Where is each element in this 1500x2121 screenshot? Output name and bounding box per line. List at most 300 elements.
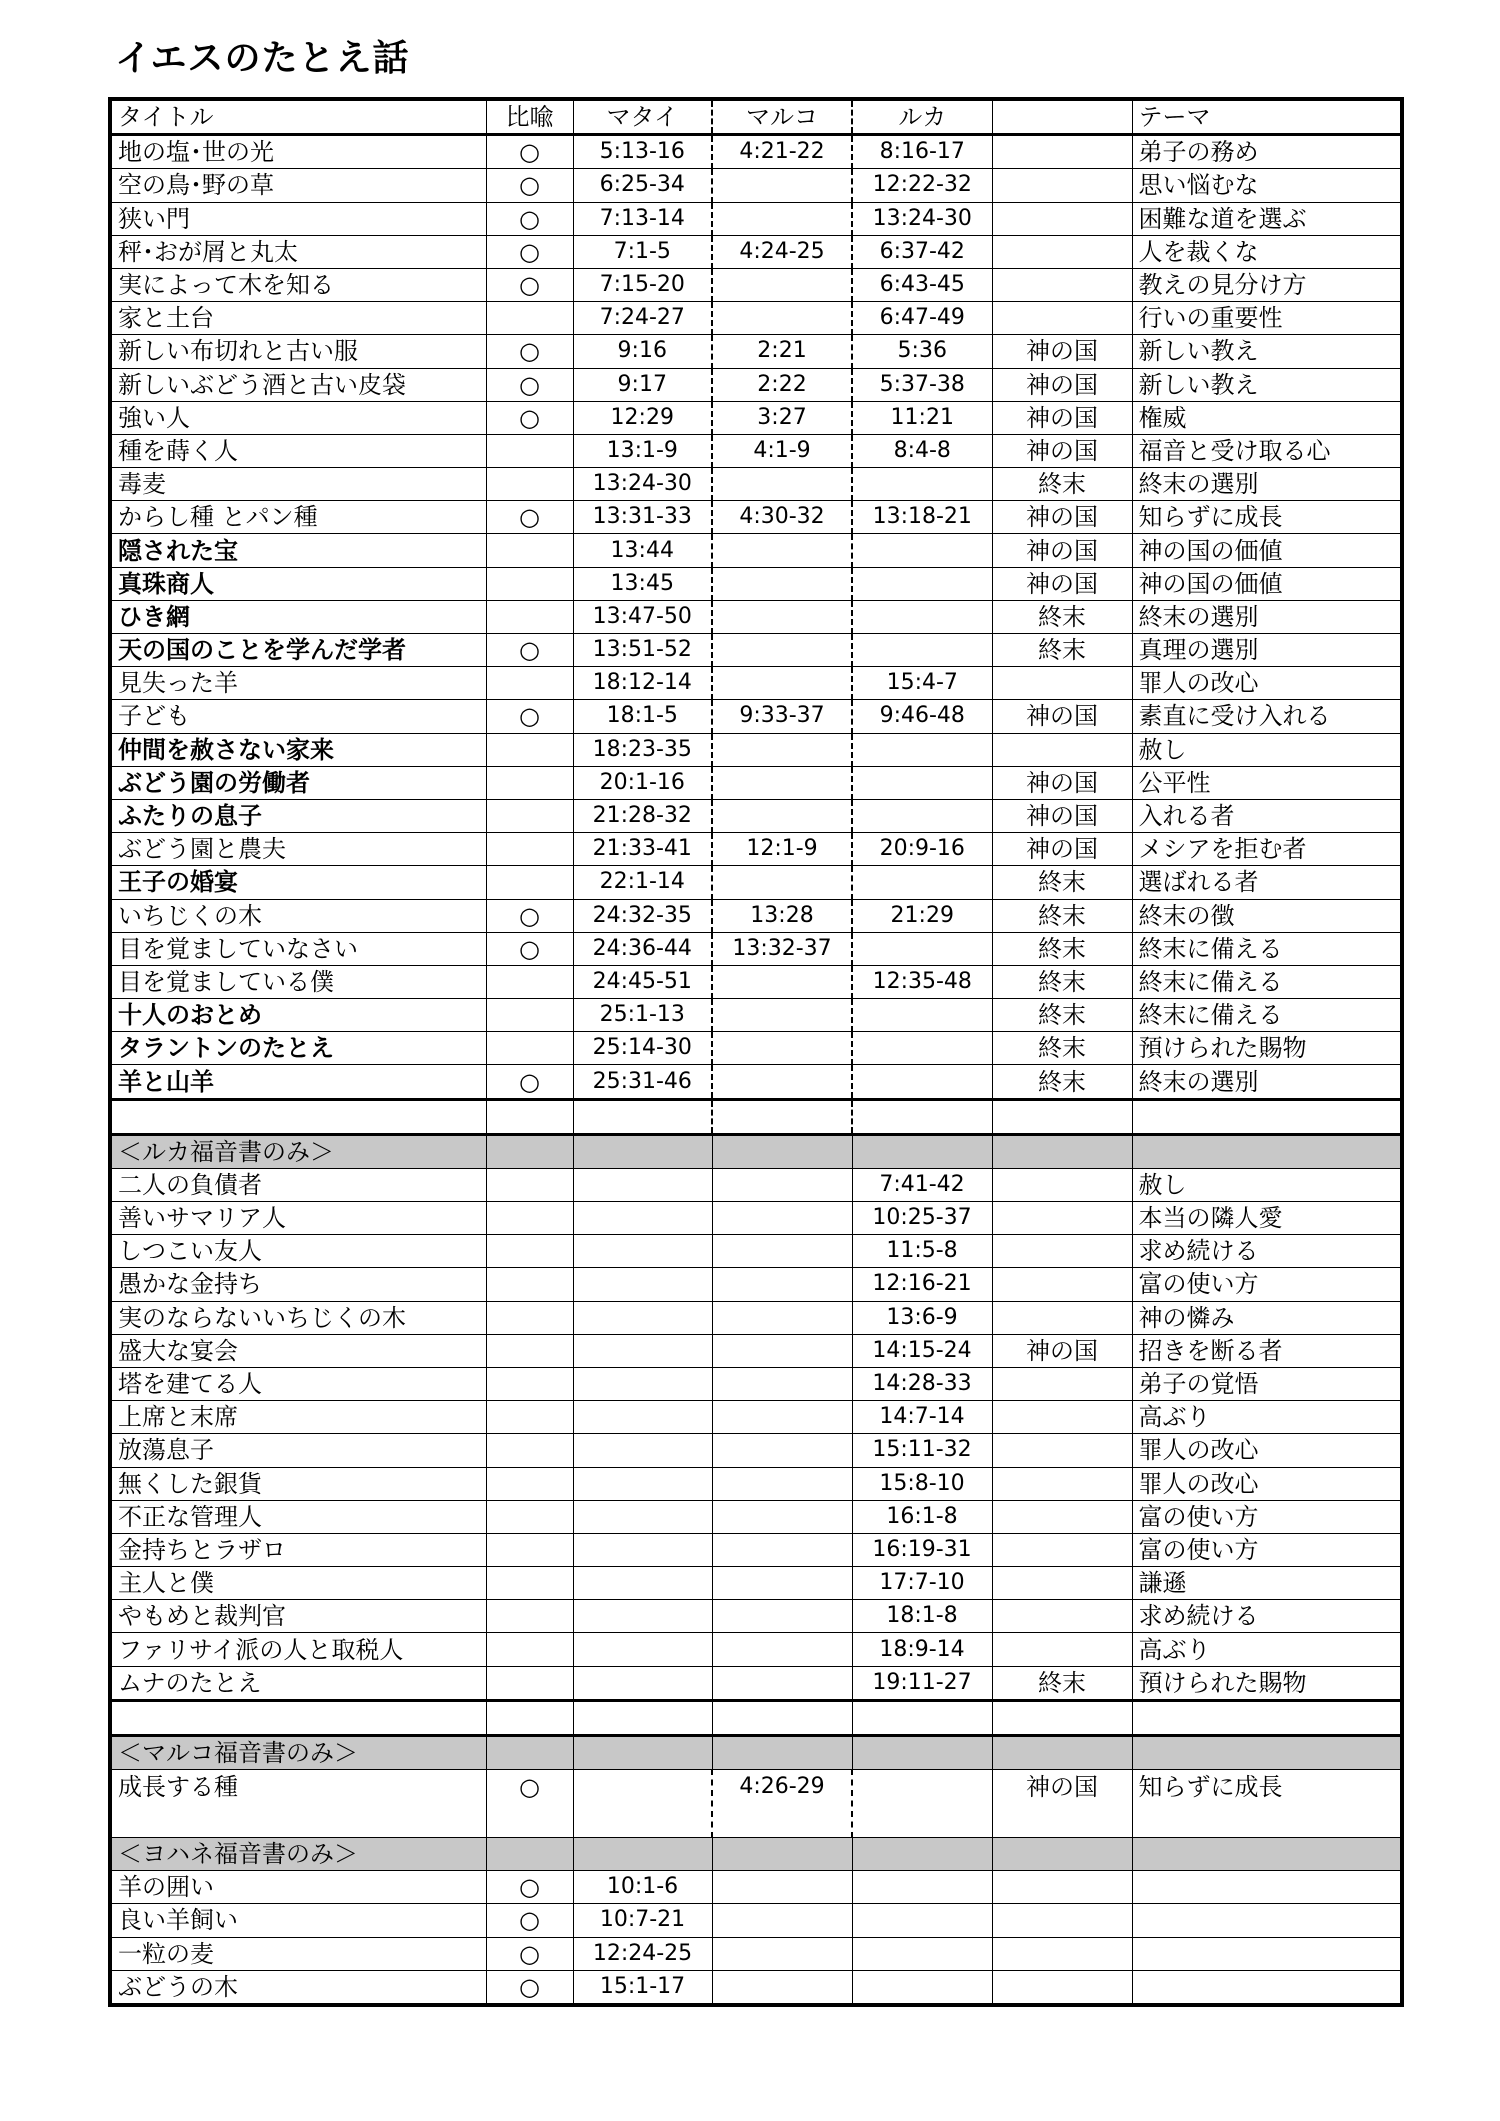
mark-ref: 2:21 bbox=[712, 335, 852, 368]
theme-label: 富の使い方 bbox=[1132, 1500, 1402, 1533]
mark-ref bbox=[712, 1367, 852, 1400]
table-row bbox=[110, 501, 1402, 534]
parable-title: いちじくの木 bbox=[110, 899, 486, 932]
section-heading-filler bbox=[573, 1134, 712, 1168]
theme-label: 選ばれる者 bbox=[1132, 866, 1402, 899]
table-row bbox=[110, 700, 1402, 733]
parable-title: 金持ちとラザロ bbox=[110, 1533, 486, 1566]
mark-ref: 4:26-29 bbox=[712, 1770, 852, 1838]
category-label: 終末 bbox=[992, 1032, 1132, 1065]
table-row bbox=[110, 335, 1402, 368]
section-heading-filler bbox=[1132, 1838, 1402, 1871]
parable-title: 塔を建てる人 bbox=[110, 1367, 486, 1400]
header-hiyu: 比喩 bbox=[486, 99, 573, 135]
hiyu-mark bbox=[486, 600, 573, 633]
category-label: 終末 bbox=[992, 965, 1132, 998]
theme-label: 知らずに成長 bbox=[1132, 501, 1402, 534]
category-label bbox=[992, 1434, 1132, 1467]
matthew-ref: 9:17 bbox=[573, 368, 712, 401]
matthew-ref: 21:33-41 bbox=[573, 833, 712, 866]
category-label: 神の国 bbox=[992, 567, 1132, 600]
mark-ref bbox=[712, 1434, 852, 1467]
mark-ref bbox=[712, 999, 852, 1032]
hiyu-mark bbox=[486, 1168, 573, 1201]
hiyu-mark bbox=[486, 833, 573, 866]
theme-label: 謙遜 bbox=[1132, 1567, 1402, 1600]
table-row bbox=[110, 1970, 1402, 2005]
matthew-ref: 13:31-33 bbox=[573, 501, 712, 534]
category-label: 神の国 bbox=[992, 434, 1132, 467]
category-label: 終末 bbox=[992, 866, 1132, 899]
category-label bbox=[992, 169, 1132, 202]
section-heading-row bbox=[110, 1735, 1402, 1769]
matthew-ref bbox=[573, 1500, 712, 1533]
parable-title: 実によって木を知る bbox=[110, 268, 486, 301]
hiyu-mark: ○ bbox=[486, 501, 573, 534]
parable-title: 二人の負債者 bbox=[110, 1168, 486, 1201]
theme-label: 素直に受け入れる bbox=[1132, 700, 1402, 733]
empty-cell bbox=[992, 1904, 1132, 1937]
parable-title: 新しいぶどう酒と古い皮袋 bbox=[110, 368, 486, 401]
luke-ref bbox=[852, 766, 992, 799]
blank-cell bbox=[110, 1099, 486, 1134]
matthew-ref: 20:1-16 bbox=[573, 766, 712, 799]
mark-ref bbox=[712, 733, 852, 766]
hiyu-mark bbox=[486, 302, 573, 335]
parable-title: ぶどう園の労働者 bbox=[110, 766, 486, 799]
table-row bbox=[110, 434, 1402, 467]
mark-ref bbox=[712, 965, 852, 998]
section-heading-filler bbox=[852, 1735, 992, 1769]
matthew-ref bbox=[573, 1533, 712, 1566]
category-label: 終末 bbox=[992, 1666, 1132, 1700]
hiyu-mark bbox=[486, 468, 573, 501]
section-heading-filler bbox=[486, 1838, 573, 1871]
parable-title: 羊と山羊 bbox=[110, 1065, 486, 1099]
section-heading-filler bbox=[852, 1838, 992, 1871]
luke-ref: 12:22-32 bbox=[852, 169, 992, 202]
matthew-ref bbox=[573, 1770, 712, 1838]
luke-ref: 6:47-49 bbox=[852, 302, 992, 335]
empty-cell bbox=[1132, 1970, 1402, 2005]
hiyu-mark: ○ bbox=[486, 202, 573, 235]
matthew-ref bbox=[573, 1467, 712, 1500]
section-heading-filler bbox=[712, 1134, 852, 1168]
mark-ref bbox=[712, 1666, 852, 1700]
category-label: 神の国 bbox=[992, 1334, 1132, 1367]
theme-label: 終末の選別 bbox=[1132, 468, 1402, 501]
matthew-ref bbox=[573, 1334, 712, 1367]
theme-label: 思い悩むな bbox=[1132, 169, 1402, 202]
section-heading-filler bbox=[1132, 1735, 1402, 1769]
mark-ref bbox=[712, 1600, 852, 1633]
mark-ref bbox=[712, 799, 852, 832]
table-row bbox=[110, 965, 1402, 998]
category-label bbox=[992, 1467, 1132, 1500]
mark-ref: 2:22 bbox=[712, 368, 852, 401]
matthew-ref: 24:36-44 bbox=[573, 932, 712, 965]
mark-ref bbox=[712, 1334, 852, 1367]
luke-ref: 16:19-31 bbox=[852, 1533, 992, 1566]
blank-cell bbox=[712, 1700, 852, 1735]
section-heading-filler bbox=[852, 1134, 992, 1168]
parable-title: しつこい友人 bbox=[110, 1235, 486, 1268]
john-ref: 15:1-17 bbox=[573, 1970, 712, 2005]
section-heading-row bbox=[110, 1134, 1402, 1168]
luke-ref: 16:1-8 bbox=[852, 1500, 992, 1533]
luke-ref bbox=[852, 534, 992, 567]
empty-cell bbox=[712, 1970, 852, 2005]
empty-cell bbox=[1132, 1937, 1402, 1970]
table-row bbox=[110, 1567, 1402, 1600]
hiyu-mark bbox=[486, 567, 573, 600]
theme-label: 高ぶり bbox=[1132, 1633, 1402, 1666]
parable-title: ファリサイ派の人と取税人 bbox=[110, 1633, 486, 1666]
matthew-ref: 7:15-20 bbox=[573, 268, 712, 301]
matthew-ref bbox=[573, 1367, 712, 1400]
theme-label: 公平性 bbox=[1132, 766, 1402, 799]
matthew-ref bbox=[573, 1268, 712, 1301]
parable-title: タラントンのたとえ bbox=[110, 1032, 486, 1065]
luke-ref: 17:7-10 bbox=[852, 1567, 992, 1600]
parable-title: 真珠商人 bbox=[110, 567, 486, 600]
mark-ref bbox=[712, 1202, 852, 1235]
theme-label: 赦し bbox=[1132, 733, 1402, 766]
luke-ref bbox=[852, 567, 992, 600]
hiyu-mark bbox=[486, 1533, 573, 1566]
theme-label: 罪人の改心 bbox=[1132, 667, 1402, 700]
header-matthew: マタイ bbox=[573, 99, 712, 135]
luke-ref: 15:4-7 bbox=[852, 667, 992, 700]
theme-label: 罪人の改心 bbox=[1132, 1434, 1402, 1467]
blank-cell bbox=[486, 1700, 573, 1735]
parable-title: 天の国のことを学んだ学者 bbox=[110, 634, 486, 667]
theme-label: 入れる者 bbox=[1132, 799, 1402, 832]
category-label: 神の国 bbox=[992, 501, 1132, 534]
mark-ref bbox=[712, 634, 852, 667]
table-row bbox=[110, 833, 1402, 866]
luke-ref: 12:16-21 bbox=[852, 1268, 992, 1301]
mark-ref bbox=[712, 766, 852, 799]
luke-ref bbox=[852, 866, 992, 899]
section-heading-filler bbox=[573, 1735, 712, 1769]
blank-cell bbox=[712, 1099, 852, 1134]
matthew-ref: 13:24-30 bbox=[573, 468, 712, 501]
category-label: 神の国 bbox=[992, 766, 1132, 799]
parable-title: 羊の囲い bbox=[110, 1871, 486, 1904]
hiyu-mark bbox=[486, 1367, 573, 1400]
parable-title: 新しい布切れと古い服 bbox=[110, 335, 486, 368]
theme-label: 神の憐み bbox=[1132, 1301, 1402, 1334]
matthew-ref: 25:14-30 bbox=[573, 1032, 712, 1065]
header-theme: テーマ bbox=[1132, 99, 1402, 135]
luke-ref: 8:16-17 bbox=[852, 135, 992, 169]
category-label: 終末 bbox=[992, 634, 1132, 667]
theme-label: 終末の選別 bbox=[1132, 600, 1402, 633]
luke-ref: 9:46-48 bbox=[852, 700, 992, 733]
parable-title: 不正な管理人 bbox=[110, 1500, 486, 1533]
parable-title: 毒麦 bbox=[110, 468, 486, 501]
category-label bbox=[992, 1268, 1132, 1301]
parable-title: ふたりの息子 bbox=[110, 799, 486, 832]
luke-ref: 5:36 bbox=[852, 335, 992, 368]
theme-label: 高ぶり bbox=[1132, 1401, 1402, 1434]
section-heading: ＜ルカ福音書のみ＞ bbox=[110, 1134, 486, 1168]
luke-ref: 6:43-45 bbox=[852, 268, 992, 301]
empty-cell bbox=[712, 1937, 852, 1970]
blank-cell bbox=[992, 1099, 1132, 1134]
blank-row bbox=[110, 1700, 1402, 1735]
table-row bbox=[110, 235, 1402, 268]
john-ref: 12:24-25 bbox=[573, 1937, 712, 1970]
hiyu-mark: ○ bbox=[486, 1904, 573, 1937]
matthew-ref: 12:29 bbox=[573, 401, 712, 434]
theme-label: 新しい教え bbox=[1132, 335, 1402, 368]
theme-label: 招きを断る者 bbox=[1132, 1334, 1402, 1367]
theme-label: 富の使い方 bbox=[1132, 1533, 1402, 1566]
theme-label: 弟子の務め bbox=[1132, 135, 1402, 169]
hiyu-mark bbox=[486, 667, 573, 700]
hiyu-mark bbox=[486, 1467, 573, 1500]
table-row bbox=[110, 1401, 1402, 1434]
blank-cell bbox=[573, 1700, 712, 1735]
matthew-ref: 7:13-14 bbox=[573, 202, 712, 235]
section-heading-filler bbox=[712, 1838, 852, 1871]
theme-label: 終末に備える bbox=[1132, 932, 1402, 965]
matthew-ref: 13:44 bbox=[573, 534, 712, 567]
mark-ref: 4:21-22 bbox=[712, 135, 852, 169]
luke-ref: 18:9-14 bbox=[852, 1633, 992, 1666]
hiyu-mark bbox=[486, 733, 573, 766]
matthew-ref bbox=[573, 1633, 712, 1666]
theme-label: メシアを拒む者 bbox=[1132, 833, 1402, 866]
john-ref: 10:7-21 bbox=[573, 1904, 712, 1937]
table-row bbox=[110, 401, 1402, 434]
matthew-ref bbox=[573, 1168, 712, 1201]
luke-ref: 14:28-33 bbox=[852, 1367, 992, 1400]
hiyu-mark: ○ bbox=[486, 899, 573, 932]
category-label bbox=[992, 268, 1132, 301]
luke-ref: 19:11-27 bbox=[852, 1666, 992, 1700]
luke-ref: 14:7-14 bbox=[852, 1401, 992, 1434]
category-label bbox=[992, 1401, 1132, 1434]
hiyu-mark bbox=[486, 1401, 573, 1434]
category-label: 終末 bbox=[992, 899, 1132, 932]
theme-label: 求め続ける bbox=[1132, 1600, 1402, 1633]
matthew-ref: 25:1-13 bbox=[573, 999, 712, 1032]
luke-ref: 13:6-9 bbox=[852, 1301, 992, 1334]
parable-title: 無くした銀貨 bbox=[110, 1467, 486, 1500]
theme-label: 人を裁くな bbox=[1132, 235, 1402, 268]
theme-label: 終末に備える bbox=[1132, 999, 1402, 1032]
table-row bbox=[110, 1202, 1402, 1235]
table-row bbox=[110, 866, 1402, 899]
luke-ref bbox=[852, 468, 992, 501]
mark-ref bbox=[712, 1268, 852, 1301]
category-label bbox=[992, 202, 1132, 235]
hiyu-mark: ○ bbox=[486, 368, 573, 401]
hiyu-mark bbox=[486, 1202, 573, 1235]
category-label: 神の国 bbox=[992, 335, 1132, 368]
section-heading-filler bbox=[992, 1735, 1132, 1769]
hiyu-mark bbox=[486, 999, 573, 1032]
table-row bbox=[110, 534, 1402, 567]
table-row bbox=[110, 1168, 1402, 1201]
hiyu-mark bbox=[486, 1268, 573, 1301]
parable-title: 子ども bbox=[110, 700, 486, 733]
table-row bbox=[110, 733, 1402, 766]
theme-label: 知らずに成長 bbox=[1132, 1770, 1402, 1838]
page-title: イエスのたとえ話 bbox=[115, 38, 410, 79]
category-label: 神の国 bbox=[992, 534, 1132, 567]
parable-title: からし種 とパン種 bbox=[110, 501, 486, 534]
empty-cell bbox=[1132, 1904, 1402, 1937]
matthew-ref: 18:1-5 bbox=[573, 700, 712, 733]
empty-cell bbox=[712, 1871, 852, 1904]
mark-ref: 12:1-9 bbox=[712, 833, 852, 866]
matthew-ref: 9:16 bbox=[573, 335, 712, 368]
category-label: 神の国 bbox=[992, 1770, 1132, 1838]
mark-ref bbox=[712, 468, 852, 501]
blank-cell bbox=[110, 1700, 486, 1735]
mark-ref bbox=[712, 534, 852, 567]
table-row bbox=[110, 1871, 1402, 1904]
matthew-ref: 6:25-34 bbox=[573, 169, 712, 202]
theme-label: 赦し bbox=[1132, 1168, 1402, 1201]
parable-title: 強い人 bbox=[110, 401, 486, 434]
hiyu-mark: ○ bbox=[486, 1970, 573, 2005]
section-heading-row bbox=[110, 1838, 1402, 1871]
empty-cell bbox=[852, 1937, 992, 1970]
hiyu-mark bbox=[486, 534, 573, 567]
hiyu-mark bbox=[486, 1633, 573, 1666]
mark-ref: 4:30-32 bbox=[712, 501, 852, 534]
mark-ref bbox=[712, 302, 852, 335]
hiyu-mark: ○ bbox=[486, 1065, 573, 1099]
matthew-ref bbox=[573, 1301, 712, 1334]
parable-title: 家と土台 bbox=[110, 302, 486, 335]
luke-ref: 11:21 bbox=[852, 401, 992, 434]
table-row bbox=[110, 932, 1402, 965]
theme-label: 終末に備える bbox=[1132, 965, 1402, 998]
section-heading-filler bbox=[992, 1838, 1132, 1871]
theme-label: 神の国の価値 bbox=[1132, 567, 1402, 600]
parable-title: 地の塩･世の光 bbox=[110, 135, 486, 169]
blank-cell bbox=[992, 1700, 1132, 1735]
parable-title: 成長する種 bbox=[110, 1770, 486, 1838]
hiyu-mark bbox=[486, 1434, 573, 1467]
matthew-ref bbox=[573, 1600, 712, 1633]
table-row bbox=[110, 169, 1402, 202]
category-label bbox=[992, 733, 1132, 766]
parable-title: 上席と末席 bbox=[110, 1401, 486, 1434]
matthew-ref: 13:45 bbox=[573, 567, 712, 600]
blank-cell bbox=[486, 1099, 573, 1134]
table-row bbox=[110, 899, 1402, 932]
hiyu-mark bbox=[486, 766, 573, 799]
table-row bbox=[110, 1032, 1402, 1065]
matthew-ref: 5:13-16 bbox=[573, 135, 712, 169]
luke-ref: 10:25-37 bbox=[852, 1202, 992, 1235]
matthew-ref: 7:24-27 bbox=[573, 302, 712, 335]
mark-ref bbox=[712, 1533, 852, 1566]
luke-ref: 20:9-16 bbox=[852, 833, 992, 866]
john-ref: 10:1-6 bbox=[573, 1871, 712, 1904]
mark-ref: 9:33-37 bbox=[712, 700, 852, 733]
header-category bbox=[992, 99, 1132, 135]
theme-label: 真理の選別 bbox=[1132, 634, 1402, 667]
theme-label: 預けられた賜物 bbox=[1132, 1032, 1402, 1065]
table-row bbox=[110, 766, 1402, 799]
category-label bbox=[992, 1168, 1132, 1201]
parable-title: 狭い門 bbox=[110, 202, 486, 235]
category-label bbox=[992, 235, 1132, 268]
section-heading: ＜ヨハネ福音書のみ＞ bbox=[110, 1838, 486, 1871]
hiyu-mark: ○ bbox=[486, 1770, 573, 1838]
category-label: 終末 bbox=[992, 468, 1132, 501]
luke-ref bbox=[852, 600, 992, 633]
mark-ref bbox=[712, 268, 852, 301]
luke-ref bbox=[852, 1065, 992, 1099]
parable-title: 仲間を赦さない家来 bbox=[110, 733, 486, 766]
matthew-ref: 21:28-32 bbox=[573, 799, 712, 832]
blank-cell bbox=[1132, 1700, 1402, 1735]
table-row bbox=[110, 567, 1402, 600]
hiyu-mark: ○ bbox=[486, 1937, 573, 1970]
table-row bbox=[110, 1904, 1402, 1937]
table-row bbox=[110, 1235, 1402, 1268]
table-row bbox=[110, 302, 1402, 335]
theme-label: 新しい教え bbox=[1132, 368, 1402, 401]
header-title: タイトル bbox=[110, 99, 486, 135]
table-row bbox=[110, 1666, 1402, 1700]
hiyu-mark: ○ bbox=[486, 932, 573, 965]
luke-ref bbox=[852, 999, 992, 1032]
theme-label: 富の使い方 bbox=[1132, 1268, 1402, 1301]
table-row bbox=[110, 1065, 1402, 1099]
parable-title: 善いサマリア人 bbox=[110, 1202, 486, 1235]
category-label bbox=[992, 1567, 1132, 1600]
theme-label: 終末の選別 bbox=[1132, 1065, 1402, 1099]
hiyu-mark bbox=[486, 965, 573, 998]
matthew-ref bbox=[573, 1434, 712, 1467]
matthew-ref: 13:47-50 bbox=[573, 600, 712, 633]
section-heading: ＜マルコ福音書のみ＞ bbox=[110, 1735, 486, 1769]
mark-ref: 3:27 bbox=[712, 401, 852, 434]
matthew-ref: 7:1-5 bbox=[573, 235, 712, 268]
mark-ref bbox=[712, 567, 852, 600]
parable-title: 良い羊飼い bbox=[110, 1904, 486, 1937]
empty-cell bbox=[852, 1871, 992, 1904]
empty-cell bbox=[852, 1970, 992, 2005]
mark-ref bbox=[712, 1633, 852, 1666]
hiyu-mark bbox=[486, 1500, 573, 1533]
section-heading-filler bbox=[712, 1735, 852, 1769]
table-row bbox=[110, 135, 1402, 169]
category-label bbox=[992, 1202, 1132, 1235]
table-row bbox=[110, 1500, 1402, 1533]
hiyu-mark bbox=[486, 1567, 573, 1600]
section-heading-filler bbox=[573, 1838, 712, 1871]
matthew-ref bbox=[573, 1235, 712, 1268]
table-row bbox=[110, 1334, 1402, 1367]
theme-label: 教えの見分け方 bbox=[1132, 268, 1402, 301]
parable-title: 種を蒔く人 bbox=[110, 434, 486, 467]
table-row bbox=[110, 1434, 1402, 1467]
table-row bbox=[110, 1467, 1402, 1500]
category-label: 終末 bbox=[992, 999, 1132, 1032]
category-label: 終末 bbox=[992, 600, 1132, 633]
